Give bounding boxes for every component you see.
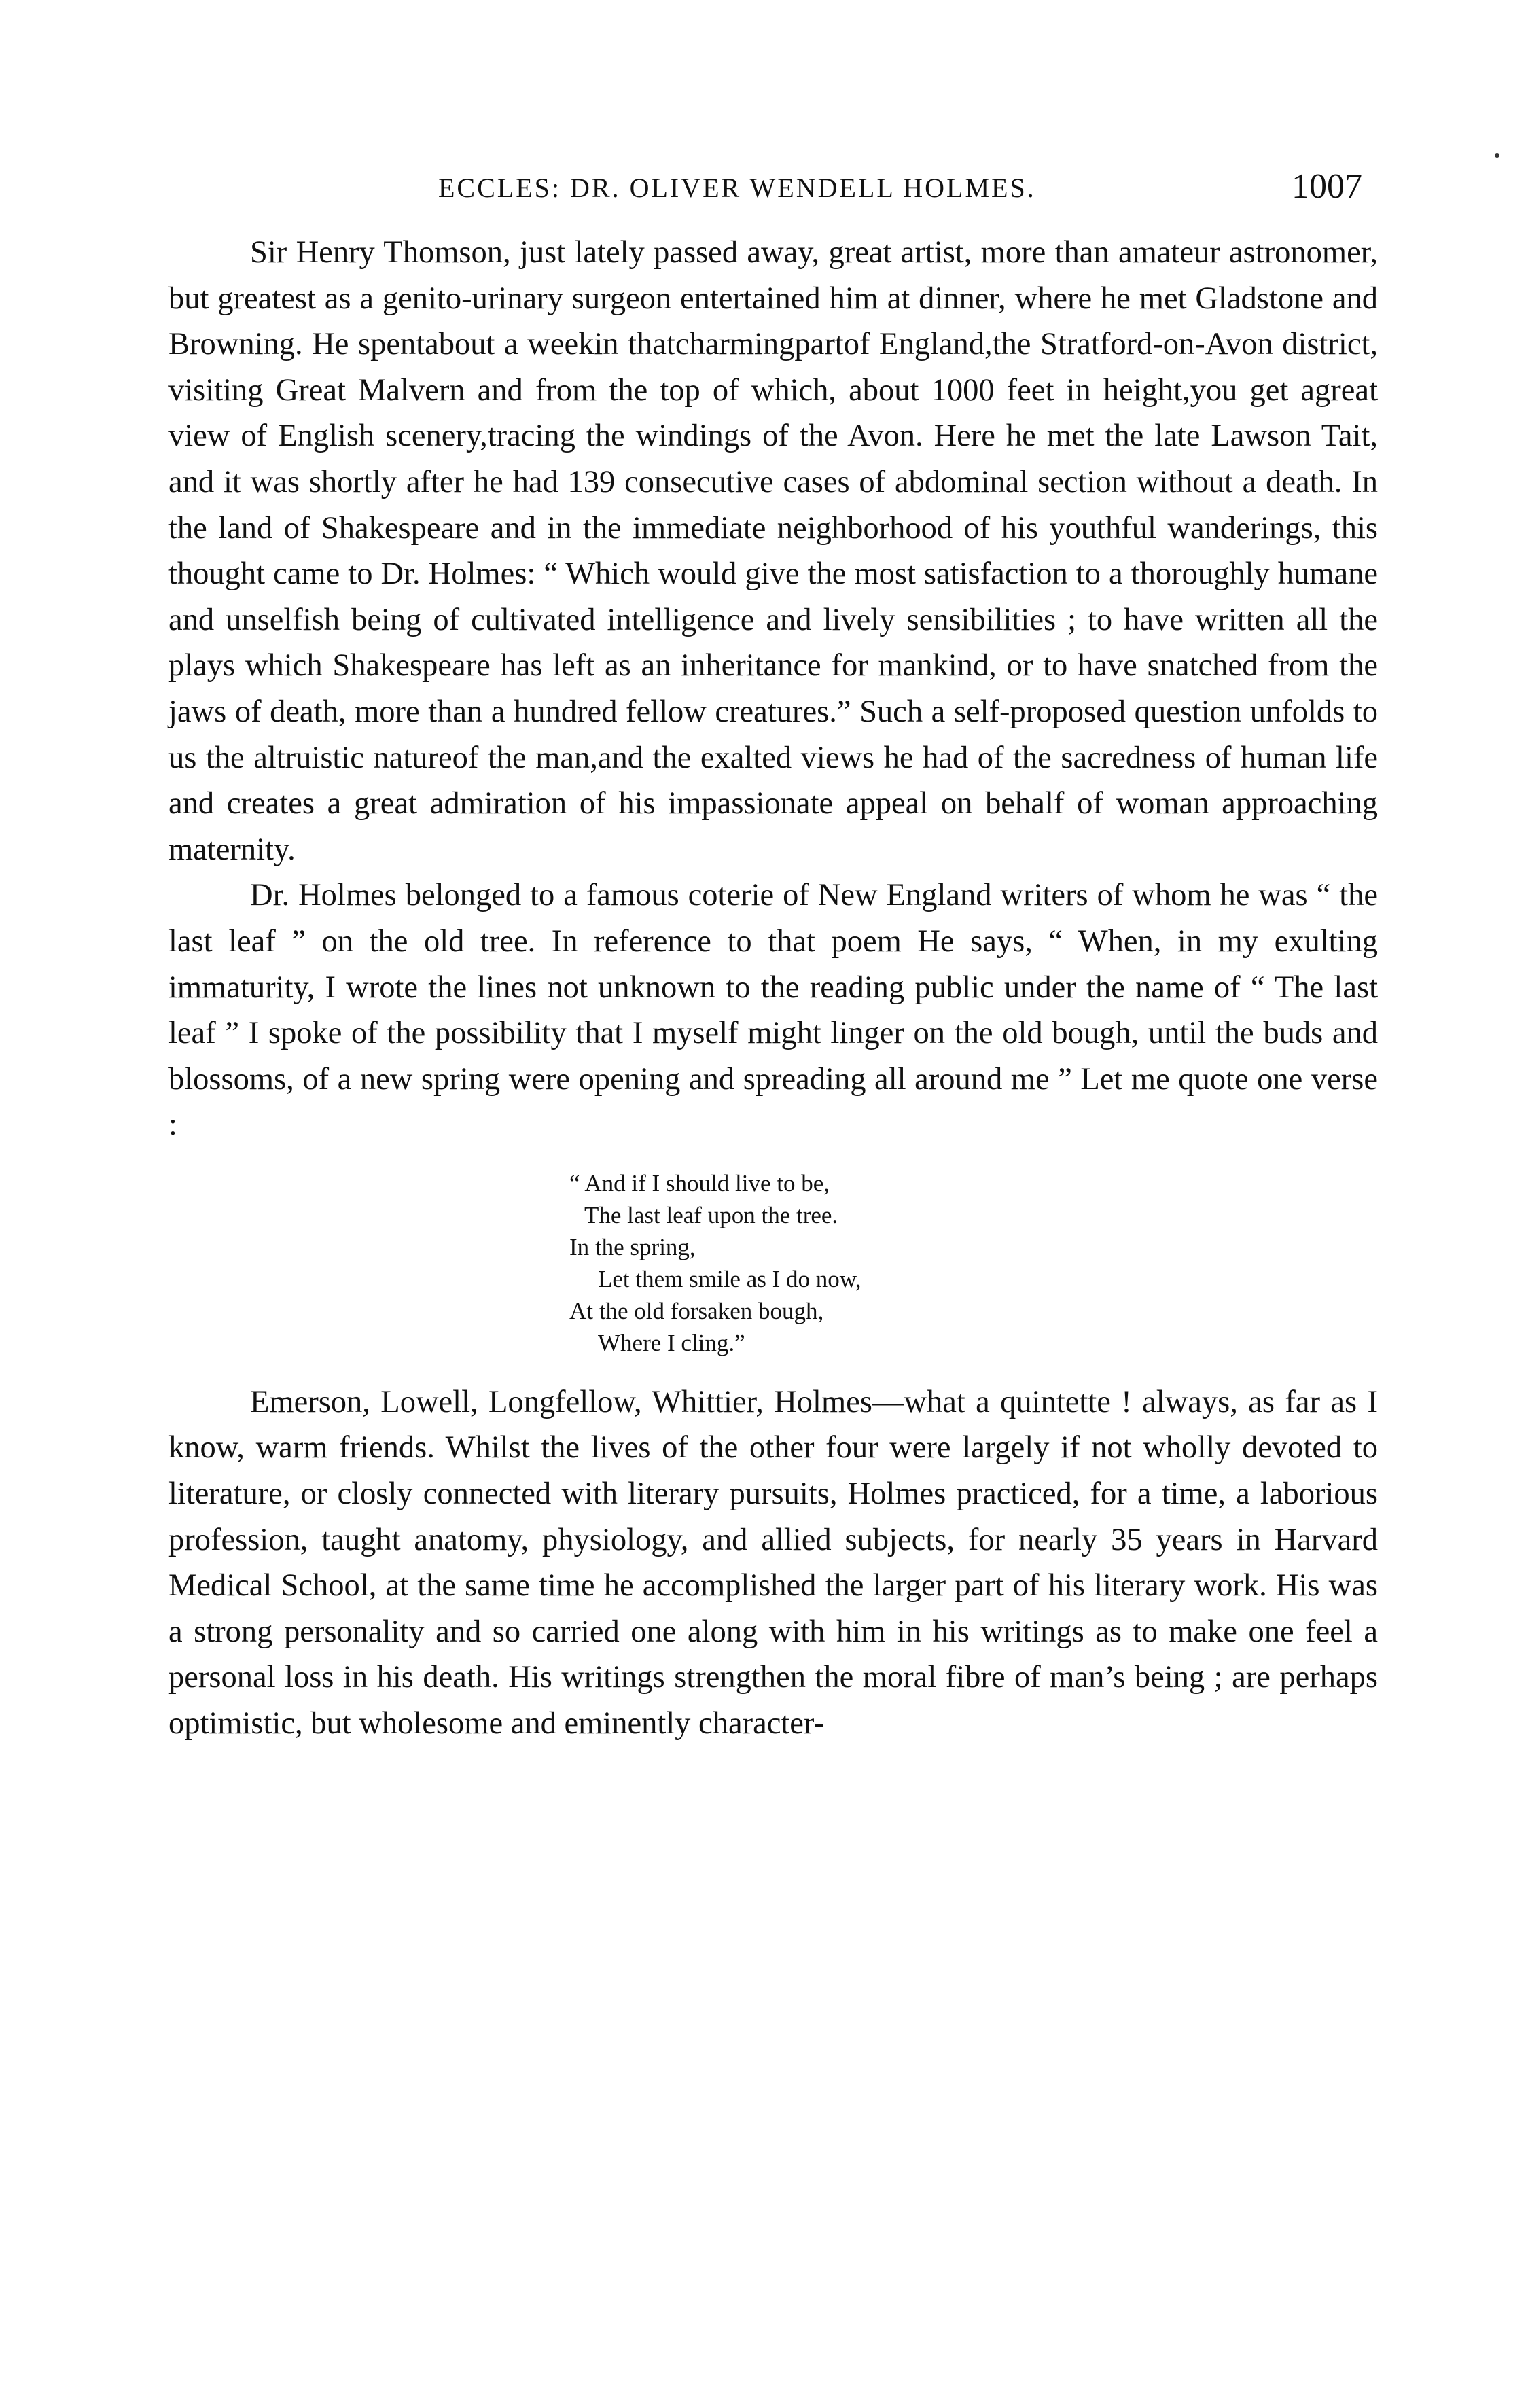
- speck-mark: [1495, 153, 1499, 158]
- page-number: 1007: [1292, 167, 1362, 206]
- poem-verse: [168, 1167, 1378, 1359]
- poem-line: In the spring,: [569, 1233, 696, 1260]
- poem-line: The last leaf upon the tree.: [584, 1201, 838, 1228]
- paragraph-last-leaf: Dr. Holmes belonged to a famous coterie of New England writers of whom he was “ the last leaf ” on the old tree. In reference to that poem He says, “ When, in my exulting immaturity, I wrote the lines not unknown to the reading public under the name of “ The last leaf ” I spoke of the possibility that I myself might linger on the old bough, until the buds and blossoms, of a new spring were opening and spreading all around me ” Let me quote one verse :: [168, 878, 1378, 1143]
- paragraph-thomson: Sir Henry Thomson, just lately passed away, great artist, more than amateur astronomer, but greatest as a genito-urinary surgeon entertained him at dinner, where he met Gladstone and Browning. He spentabout a weekin thatcharmingpartof England,the Stratford-on-Avon district, visiting Great Malvern and from the top of which, about 1000 feet in height,you get agreat view of English scenery,tracing the windings of the Avon. Here he met the late Lawson Tait, and it was shortly after he had 139 consecutive cases of abdominal section without a death. In the land of Shakespeare and in the immediate neighborhood of his youthful wanderings, this thought came to Dr. Holmes: “ Which would give the most satisfaction to a thoroughly humane and unselfish being of cultivated intelligence and lively sensibilities ; to have written all the plays which Shakespeare has left as an inheritance for mankind, or to have snatched from the jaws of death, more than a hundred fellow creatures.” Such a self-proposed question unfolds to us the altruistic natureof the man,and the exalted views he had of the sacredness of human life and creates a great admiration of his impassionate appeal on behalf of woman approaching maternity.: [168, 235, 1378, 867]
- running-head: ECCLES: DR. OLIVER WENDELL HOLMES.: [438, 173, 1036, 203]
- page-header: [166, 166, 1389, 214]
- poem-line: “ And if I should live to be,: [569, 1169, 830, 1197]
- poem-line: Let them smile as I do now,: [598, 1265, 861, 1292]
- poem-line: Where I cling.”: [598, 1329, 745, 1356]
- poem-line: At the old forsaken bough,: [569, 1297, 824, 1324]
- paragraph-quintette: Emerson, Lowell, Longfellow, Whittier, Holmes—what a quintette ! always, as far as I know, warm friends. Whilst the lives of the other four were largely if not wholly devoted to literature, or closly connected with literary pursuits, Holmes practiced, for a time, a laborious profession, taught anatomy, physiology, and allied subjects, for nearly 35 years in Harvard Medical School, at the same time he accomplished the larger part of his literary work. His was a strong personality and so carried one along with him in his writings as to make one feel a personal loss in his death. His writings strengthen the moral fibre of man’s being ; are perhaps optimistic, but wholesome and eminently character-: [168, 1384, 1378, 1741]
- page-body: [168, 230, 1378, 1747]
